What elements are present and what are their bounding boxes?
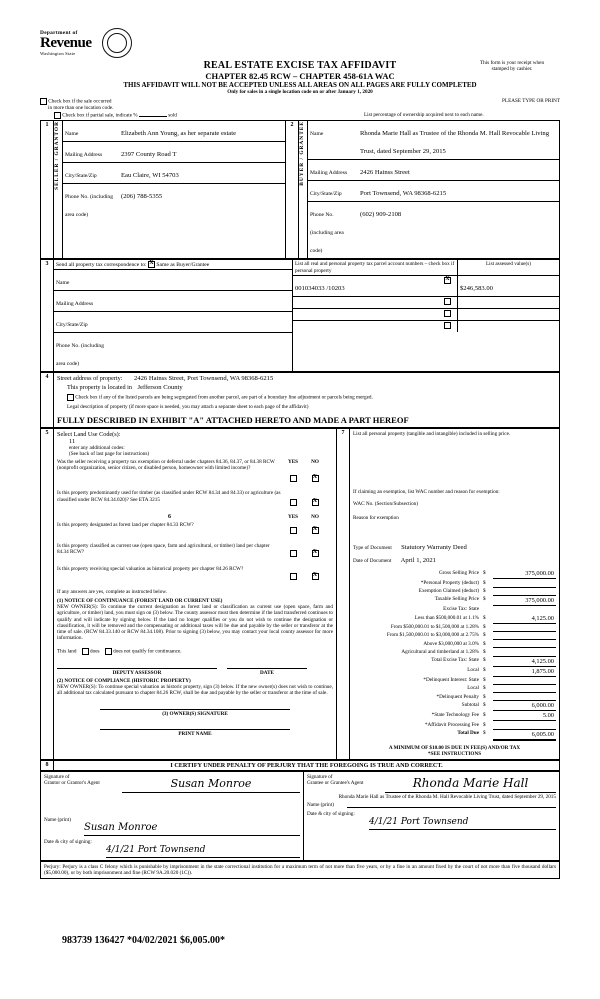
does-qualify-checkbox[interactable] bbox=[82, 648, 89, 655]
no-header-1: NO bbox=[311, 459, 319, 466]
landuse-q5: Is this property receiving special valuation as historical property per chapter 84.26 RCW? bbox=[57, 565, 244, 572]
parcel-value-0[interactable]: $246,583.00 bbox=[460, 284, 493, 292]
q5-yes-checkbox[interactable] bbox=[290, 573, 297, 580]
tax-sym-17: $ bbox=[483, 721, 486, 728]
tax-label-1: *Personal Property (deduct) bbox=[420, 579, 479, 586]
corr-mailing-label: Mailing Address bbox=[56, 301, 94, 308]
seller-mailing-value[interactable]: 2397 County Road T bbox=[121, 151, 177, 159]
certify-text: I CERTIFY UNDER PENALTY OF PERJURY THAT THE FOREGOING IS TRUE AND CORRECT. bbox=[170, 762, 443, 769]
tax-label-15: Subtotal bbox=[461, 701, 479, 708]
parcel-number-0[interactable]: 001034033 /10203 bbox=[295, 284, 345, 292]
q1-yes-checkbox[interactable] bbox=[290, 475, 297, 482]
parties-table bbox=[40, 120, 560, 259]
q4-yes-checkbox[interactable] bbox=[290, 550, 297, 557]
multi-location-checkbox[interactable] bbox=[40, 98, 47, 105]
tax-value-16[interactable]: 5.00 bbox=[493, 711, 556, 721]
land-use-column bbox=[54, 428, 337, 759]
landuse-additional-label: enter any additional codes: bbox=[69, 444, 125, 451]
tax-sym-5: $ bbox=[483, 614, 486, 621]
q3-yes-checkbox[interactable] bbox=[290, 527, 297, 534]
tax-label-13: Local bbox=[467, 685, 479, 692]
street-address-section bbox=[40, 372, 560, 427]
deputy-assessor-line[interactable] bbox=[57, 667, 217, 669]
does-not-qualify-checkbox[interactable] bbox=[105, 648, 112, 655]
corr-phone-label: Phone No. (including area code) bbox=[56, 343, 105, 368]
seller-section-number: 1 bbox=[41, 121, 54, 259]
tax-sym-11: $ bbox=[483, 667, 486, 674]
doc-date-label: Date of Document bbox=[353, 557, 392, 564]
same-as-buyer-checkbox[interactable] bbox=[148, 261, 155, 268]
revenue-label: Revenue bbox=[40, 35, 92, 51]
parcel-personal-checkbox-3[interactable] bbox=[444, 322, 451, 329]
tax-label-16: *State Technology Fee bbox=[431, 711, 479, 718]
grantor-signature-block: Signature of Grantor or Grantor's Agent Susan Monroe Name (print) Susan Monroe Date & city of signing: 4/1/21 Port Townsend bbox=[41, 772, 304, 861]
county-value[interactable]: Jefferson County bbox=[137, 384, 183, 392]
correspondence-number: 3 bbox=[41, 260, 54, 372]
tax-label-6: From $500,000.01 to $1,500,000 at 1.28% bbox=[390, 624, 479, 631]
tax-label-9: Agricultural and timberland at 1.28% bbox=[401, 648, 479, 655]
correspondence-label: Send all property tax correspondence to: bbox=[56, 262, 147, 269]
form-notice: THIS AFFIDAVIT WILL NOT BE ACCEPTED UNLESS ALL AREAS ON ALL PAGES ARE FULLY COMPLETED bbox=[123, 81, 477, 89]
correspondence-fields bbox=[54, 260, 293, 372]
tax-value-18[interactable]: 6,005.00 bbox=[493, 729, 556, 740]
landuse-if-any: If any answers are yes, complete as instructed below. bbox=[57, 588, 168, 595]
landuse-q1: Was the seller receiving a property tax exemption or deferral under chapters 84.36, 84.37, or 84.38 RCW (nonprofit organization, senior citizen, or disabled person, homeowner with limited income)? bbox=[57, 459, 275, 472]
tax-sym-15: $ bbox=[483, 701, 486, 708]
parcel-header: List all real and personal property tax parcel account numbers – check box if personal property bbox=[295, 261, 455, 274]
perjury-text: Perjury: Perjury is a class C felony which is punishable by imprisonment in the state correctional institution for a maximum term of not more than five years, or by a fine in an amount fixed by the court of not more than five thousand dollars ($5,000.00), or by both imprisonment and fine (RCW 9A.20.020 (1C)). bbox=[44, 864, 556, 877]
tax-sym-1: $ bbox=[483, 579, 486, 586]
tax-value-2[interactable] bbox=[493, 587, 556, 595]
partial-sale-sold-label: sold bbox=[168, 113, 177, 120]
segregated-label: Check box if any of the listed parcels are being segregated from another parcel, are part of a boundary line adjustment or parcels being merged. bbox=[75, 395, 373, 402]
tax-label-14: *Delinquent Penalty bbox=[436, 693, 479, 700]
multi-location-label: Check box if the sale occurred bbox=[48, 98, 112, 105]
grantor-name-print-label: Name (print) bbox=[44, 817, 71, 823]
dept-label: Department of bbox=[40, 30, 78, 36]
section6-number: 6 bbox=[168, 514, 171, 521]
right-section-number: 7 bbox=[337, 428, 350, 759]
same-as-buyer-label: Same as Buyer/Grantee bbox=[156, 262, 210, 269]
owner-printname-label: PRINT NAME bbox=[178, 730, 212, 737]
notice1-title: (1) NOTICE OF CONTINUANCE (FOREST LAND OR CURRENT USE) bbox=[57, 597, 223, 604]
tax-value-6[interactable] bbox=[493, 623, 556, 631]
parcel-personal-checkbox-2[interactable] bbox=[444, 310, 451, 317]
landuse-section-number: 5 bbox=[41, 428, 54, 759]
tax-sym-0: $ bbox=[483, 570, 486, 577]
tax-sym-13: $ bbox=[483, 685, 486, 692]
parcel-personal-checkbox-1[interactable] bbox=[444, 298, 451, 305]
deputy-date-line[interactable] bbox=[227, 667, 307, 669]
does-label: does bbox=[90, 648, 100, 655]
signature-section bbox=[40, 771, 560, 861]
partial-sale-label: Check box if partial sale, indicate % bbox=[62, 113, 138, 120]
see-instructions-note: *SEE INSTRUCTIONS bbox=[427, 750, 482, 757]
tax-sym-3: $ bbox=[483, 596, 486, 603]
list-names-note: List percentage of ownership acquired next to each name. bbox=[364, 112, 484, 119]
form-subtitle: CHAPTER 82.45 RCW – CHAPTER 458-61A WAC bbox=[205, 71, 395, 81]
tax-label-0: Gross Selling Price bbox=[438, 570, 479, 577]
parcel-personal-checkbox-0[interactable] bbox=[444, 277, 451, 284]
landuse-q3: Is this property designated as forest land per chapter 84.33 RCW? bbox=[57, 521, 194, 528]
tax-sym-14: $ bbox=[483, 693, 486, 700]
seller-fields bbox=[63, 121, 286, 259]
doc-date-value[interactable]: April 1, 2021 bbox=[400, 556, 436, 564]
tax-label-4: Excise Tax: State bbox=[443, 606, 479, 613]
q1-no-checkbox[interactable] bbox=[312, 475, 319, 482]
corr-name-label: Name bbox=[56, 280, 70, 287]
tax-value-11[interactable]: 1,875.00 bbox=[493, 666, 556, 676]
tax-label-11: Local bbox=[467, 667, 479, 674]
tax-value-5[interactable]: 4,125.00 bbox=[493, 614, 556, 624]
tax-label-17: *Affidavit Processing Fee bbox=[424, 721, 479, 728]
type-or-print-label: PLEASE TYPE OR PRINT bbox=[502, 98, 560, 105]
grantor-date-city-value[interactable]: 4/1/21 Port Townsend bbox=[106, 845, 206, 855]
q2-yes-checkbox[interactable] bbox=[290, 499, 297, 506]
corr-citystate-label: City/State/Zip bbox=[56, 322, 88, 329]
buyer-side-label: BUYER / GRANTEE bbox=[299, 121, 305, 187]
tax-value-0[interactable]: 375,000.00 bbox=[493, 569, 556, 579]
buyer-phone-value[interactable]: (602) 909-2108 bbox=[360, 211, 402, 219]
doc-type-label: Type of Document bbox=[353, 544, 392, 551]
multi-location-label2: in more than one location code. bbox=[48, 105, 114, 112]
parcel-list bbox=[293, 260, 560, 372]
tax-sym-7: $ bbox=[483, 632, 486, 639]
street-section-number: 4 bbox=[41, 373, 54, 427]
partial-sale-percent-input[interactable] bbox=[139, 116, 167, 117]
landuse-code[interactable]: 11 bbox=[69, 437, 76, 445]
landuse-label: Select Land Use Code(s): bbox=[57, 430, 121, 438]
buyer-fields bbox=[308, 121, 560, 259]
tax-label-2: Exemption Claimed (deduct) bbox=[418, 588, 479, 595]
this-land-label: This land bbox=[57, 648, 77, 655]
tax-calculation-table bbox=[353, 569, 556, 740]
q3-no-checkbox[interactable] bbox=[312, 527, 319, 534]
grantee-date-city-label: Date & city of signing: bbox=[307, 811, 355, 818]
tax-value-12[interactable] bbox=[493, 676, 556, 684]
exhibit-line: FULLY DESCRIBED IN EXHIBIT "A" ATTACHED HERETO AND MADE A PART HEREOF bbox=[57, 414, 409, 425]
tax-value-4[interactable] bbox=[493, 605, 556, 613]
correspondence-table bbox=[40, 259, 560, 372]
no-header-2: NO bbox=[311, 514, 319, 521]
personal-property-label: List all personal property (tangible and intangible) included in selling price. bbox=[353, 430, 511, 437]
deputy-assessor-label: DEPUTY ASSESSOR bbox=[112, 669, 162, 676]
certification-section bbox=[40, 760, 560, 771]
tax-value-7[interactable] bbox=[493, 631, 556, 639]
legal-description-label: Legal description of property (if more space is needed, you may attach a separate sheet to each page of the affidavit) bbox=[67, 404, 309, 411]
tax-value-8[interactable] bbox=[493, 640, 556, 648]
segregated-checkbox[interactable] bbox=[67, 394, 74, 401]
seller-mailing-label: Mailing Address bbox=[65, 152, 103, 159]
minimum-due-note: A MINIMUM OF $10.00 IS DUE IN FEE(S) AND/OR TAX bbox=[388, 744, 521, 751]
yes-header-2: YES bbox=[287, 514, 299, 521]
tax-value-3[interactable]: 375,000.00 bbox=[493, 595, 556, 605]
buyer-name-value[interactable]: Rhonda Marie Hall as Trustee of the Rhonda M. Hall Revocable Living Trust, dated September 29, 2015 bbox=[360, 130, 549, 156]
tax-label-3: Taxable Selling Price bbox=[434, 596, 479, 603]
tax-sym-8: $ bbox=[483, 640, 486, 647]
form-title: REAL ESTATE EXCISE TAX AFFIDAVIT bbox=[203, 60, 397, 71]
seller-name-label: Name bbox=[65, 131, 79, 138]
buyer-name-label: Name bbox=[310, 131, 324, 138]
tax-sym-4 bbox=[481, 605, 493, 613]
seller-phone-label: Phone No. (including area code) bbox=[65, 194, 114, 219]
seller-citystate-value[interactable]: Eau Claire, WI 54703 bbox=[121, 172, 179, 180]
perjury-section bbox=[40, 861, 560, 879]
seller-name-value[interactable]: Elizabeth Ann Young, as her separate estate bbox=[121, 130, 236, 138]
buyer-section-number: 2 bbox=[286, 121, 299, 259]
landuse-seeback-label: (See back of last page for instructions) bbox=[69, 450, 150, 457]
notice1-body: NEW OWNER(S): To continue the current designation as forest land or classification as current use (open space, farm and agriculture, or timber) land, you must sign on (3) below. The county assessor must then determine if the land transferred continues to qualify and will indicate by signing below. If the land no longer qualifies or you do not wish to continue the designation or classification, it will be removed and the compensating or additional taxes will be due and payable by the seller or transferor at the time of sale. (RCW 84.33.140 or RCW 84.34.108). Prior to signing (3) below, you may contact your local county assessor for more information. bbox=[57, 604, 333, 642]
tax-label-12: *Delinquent Interest: State bbox=[423, 677, 479, 684]
tax-value-10[interactable]: 4,125.00 bbox=[493, 656, 556, 666]
tax-label-10: Total Excise Tax: State bbox=[431, 657, 479, 664]
right-column bbox=[350, 428, 560, 759]
grantor-signature-value[interactable]: Susan Monroe bbox=[170, 777, 252, 790]
header-department bbox=[40, 30, 560, 64]
tax-value-15[interactable]: 6,000.00 bbox=[493, 701, 556, 711]
buyer-mailing-label: Mailing Address bbox=[310, 170, 348, 177]
notice2-body: NEW OWNER(S): To continue special valuation as historic property, sign (3) below. If the new owner(s) does not wish to continue, all additional tax calculated pursuant to chapter 84.26 RCW, shall be due and payable by the seller or transferor at the time of sale. bbox=[57, 683, 333, 697]
notice2-title: (2) NOTICE OF COMPLIANCE (HISTORIC PROPERTY) bbox=[57, 677, 191, 684]
buyer-side-label-cell bbox=[299, 121, 308, 259]
tax-value-9[interactable] bbox=[493, 648, 556, 656]
seller-phone-value[interactable]: (206) 788-5355 bbox=[121, 193, 163, 201]
yes-header-1: YES bbox=[287, 459, 299, 466]
grantee-date-city-value[interactable]: 4/1/21 Port Townsend bbox=[369, 817, 469, 828]
tax-value-1[interactable] bbox=[493, 579, 556, 587]
owner-printname-line[interactable] bbox=[100, 728, 290, 730]
buyer-mailing-value[interactable]: 2426 Hainss Street bbox=[360, 169, 410, 177]
doc-type-value[interactable]: Statutory Warranty Deed bbox=[401, 543, 467, 551]
owner-signature-label: (3) OWNER(S) SIGNATURE bbox=[162, 711, 228, 718]
recording-stamp: 983739 136427 *04/02/2021 $6,005.00* bbox=[62, 935, 226, 946]
buyer-citystate-label: City/State/Zip bbox=[310, 191, 342, 198]
does-not-label: does not qualify for continuance. bbox=[113, 648, 182, 655]
street-address-label: Street address of property: bbox=[57, 375, 123, 383]
receipt-note: This form is your receipt when stamped by cashier. bbox=[479, 60, 545, 73]
seller-citystate-label: City/State/Zip bbox=[65, 173, 97, 180]
certify-number: 8 bbox=[41, 761, 54, 771]
grantee-capacity: Rhonda Marie Hall as Trustee of the Rhonda M. Hall Revocable Living Trust, dated September 29, 2015 bbox=[338, 794, 556, 800]
partial-sale-checkbox[interactable] bbox=[54, 112, 61, 119]
deputy-date-label: DATE bbox=[259, 669, 275, 676]
tax-value-13[interactable] bbox=[493, 684, 556, 692]
tax-label-8: Above $3,000,000 at 3.0% bbox=[423, 640, 479, 647]
tax-sym-10: $ bbox=[483, 657, 486, 664]
grantee-signature-block: Signature of Grantee or Grantee's Agent Rhonda Marie Hall Rhonda Marie Hall as Trustee of the Rhonda M. Hall Revocable Living Trust, dated September 29, 2015 Name (print) Date & city of signing: 4/1/21 Port Townsend bbox=[304, 772, 560, 861]
grantee-signature-value[interactable]: Rhonda Marie Hall bbox=[412, 776, 529, 790]
exemption-claim-label: If claiming an exemption, list WAC number and reason for exemption: bbox=[353, 488, 500, 495]
q5-no-checkbox[interactable] bbox=[312, 573, 319, 580]
landuse-q4: Is this property classified as current use (open space, farm and agricultural, or timber) land per chapter 84.34 RCW? bbox=[57, 542, 270, 555]
tax-sym-6: $ bbox=[483, 624, 486, 631]
washington-state-label: Washington State bbox=[40, 51, 76, 56]
grantor-name-value[interactable]: Susan Monroe bbox=[84, 822, 158, 833]
buyer-citystate-value[interactable]: Port Townsend, WA 98368-6215 bbox=[360, 190, 447, 198]
tax-label-7: From $1,500,000.01 to $3,000,000 at 2.75% bbox=[386, 632, 479, 639]
reason-exemption-label: Reason for exemption bbox=[353, 515, 399, 522]
form-note-small: Only for sales in a single location code on or after January 1, 2020 bbox=[227, 89, 373, 95]
wac-number-label: WAC No. (Section/Subsection) bbox=[353, 501, 418, 508]
grantor-date-city-label: Date & city of signing: bbox=[44, 839, 92, 845]
tax-sym-12: $ bbox=[483, 677, 486, 684]
tax-label-18: Total Due bbox=[457, 730, 479, 737]
grantee-name-print-label: Name (print) bbox=[307, 802, 334, 809]
main-questions-table bbox=[40, 428, 560, 760]
seller-side-label: SELLER / GRANTOR bbox=[54, 121, 60, 191]
form-sheet bbox=[40, 30, 560, 879]
tax-label-5: Less than $500,000.01 at 1.1% bbox=[414, 614, 479, 621]
seller-side-label-cell bbox=[54, 121, 63, 259]
tax-sym-2: $ bbox=[483, 588, 486, 595]
located-in-label: This property is located in bbox=[67, 384, 132, 392]
tax-value-14[interactable] bbox=[493, 693, 556, 701]
agency-seal-icon bbox=[102, 28, 132, 58]
tax-sym-18: $ bbox=[483, 730, 486, 737]
tax-value-17[interactable] bbox=[493, 721, 556, 729]
q2-no-checkbox[interactable] bbox=[312, 499, 319, 506]
assessed-value-header: List assessed value(s) bbox=[458, 260, 560, 275]
tax-sym-9: $ bbox=[483, 648, 486, 655]
tax-sym-16: $ bbox=[483, 711, 486, 718]
q4-no-checkbox[interactable] bbox=[312, 550, 319, 557]
buyer-phone-label: Phone No. (including area code) bbox=[310, 212, 344, 255]
landuse-q2: Is this property predominantly used for timber (as classified under RCW 84.34 and 84.33) or agriculture (as classified under RCW 84.34.020)? See ETA 3215 bbox=[57, 490, 281, 503]
street-address-value[interactable]: 2426 Hainss Street, Port Townsend, WA 98368-6215 bbox=[134, 375, 274, 383]
